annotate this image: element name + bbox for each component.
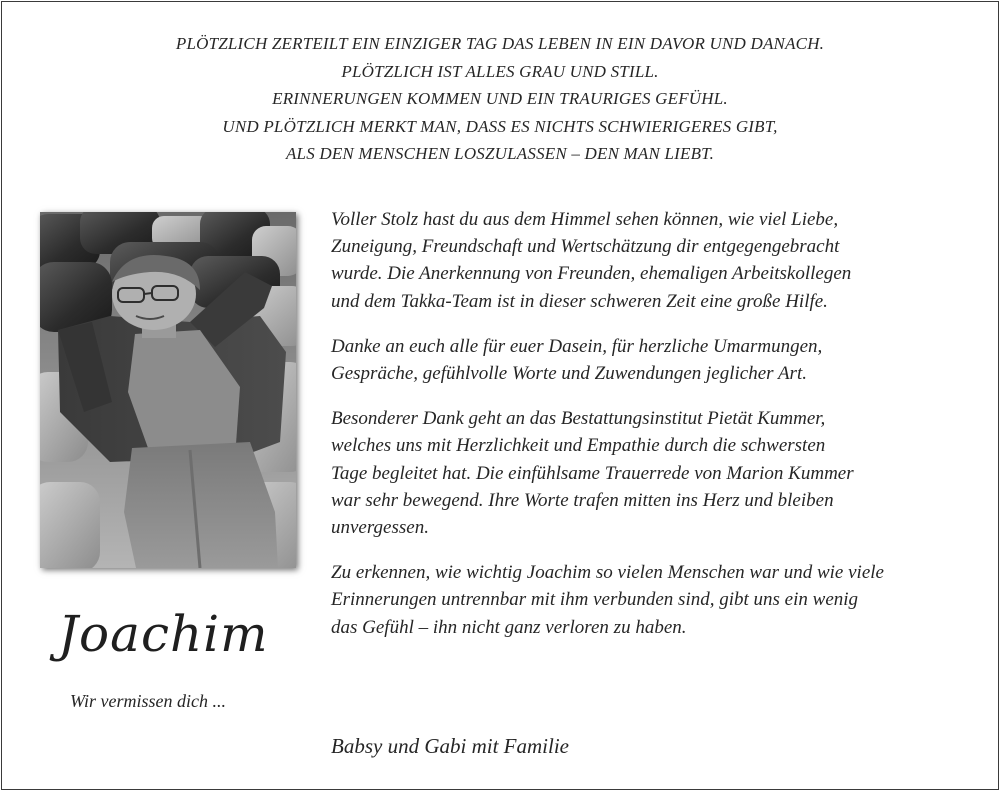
poem-line: PLÖTZLICH IST ALLES GRAU UND STILL.: [341, 61, 659, 81]
message-line: war sehr bewegend. Ihre Worte trafen mitten ins Herz und bleiben: [331, 489, 834, 511]
message-body: [331, 206, 971, 659]
message-line: Besonderer Dank geht an das Bestattungsinstitut Pietät Kummer,: [331, 408, 826, 430]
message-paragraph: [331, 559, 971, 641]
portrait-photo: [40, 212, 296, 568]
message-line: Voller Stolz hast du aus dem Himmel sehen können, wie viel Liebe,: [331, 209, 839, 230]
poem-line: UND PLÖTZLICH MERKT MAN, DASS ES NICHTS SCHWIERIGERES GIBT,: [222, 116, 778, 136]
message-line: und dem Takka-Team ist in dieser schweren Zeit eine große Hilfe.: [331, 290, 828, 312]
message-paragraph: [331, 206, 971, 315]
message-line: das Gefühl – ihn nicht ganz verloren zu haben.: [331, 616, 687, 638]
message-line: wurde. Die Anerkennung von Freunden, ehemaligen Arbeitskollegen: [331, 263, 852, 285]
message-line: welches uns mit Herzlichkeit und Empathie durch die schwersten: [331, 435, 826, 457]
message-line: Zu erkennen, wie wichtig Joachim so vielen Menschen war und wie viele: [331, 562, 884, 584]
message-line: Gespräche, gefühlvolle Worte und Zuwendungen jeglicher Art.: [331, 363, 807, 385]
poem-line: ALS DEN MENSCHEN LOSZULASSEN – DEN MAN LIEBT.: [285, 144, 715, 163]
message-line: Danke an euch alle für euer Dasein, für herzliche Umarmungen,: [331, 335, 823, 357]
message-line: unvergessen.: [331, 517, 429, 539]
signature-subtitle: Wir vermissen dich ...: [70, 691, 226, 711]
message-line: Erinnerungen untrennbar mit ihm verbunden sind, gibt uns ein wenig: [331, 589, 859, 611]
family-signoff: Babsy und Gabi mit Familie: [331, 734, 569, 758]
poem-line: ERINNERUNGEN KOMMEN UND EIN TRAURIGES GEFÜHL.: [272, 89, 728, 108]
poem-line: PLÖTZLICH ZERTEILT EIN EINZIGER TAG DAS LEBEN IN EIN DAVOR UND DANACH.: [175, 34, 825, 53]
deceased-name-signature: Joachim: [58, 605, 269, 663]
portrait-photo-image: [40, 212, 296, 568]
message-line: Tage begleitet hat. Die einfühlsame Trauerrede von Marion Kummer: [331, 462, 854, 484]
message-paragraph: [331, 333, 971, 387]
message-paragraph: [331, 405, 971, 541]
message-line: Zuneigung, Freundschaft und Wertschätzung dir entgegengebracht: [331, 236, 840, 258]
poem-block: [100, 30, 900, 168]
